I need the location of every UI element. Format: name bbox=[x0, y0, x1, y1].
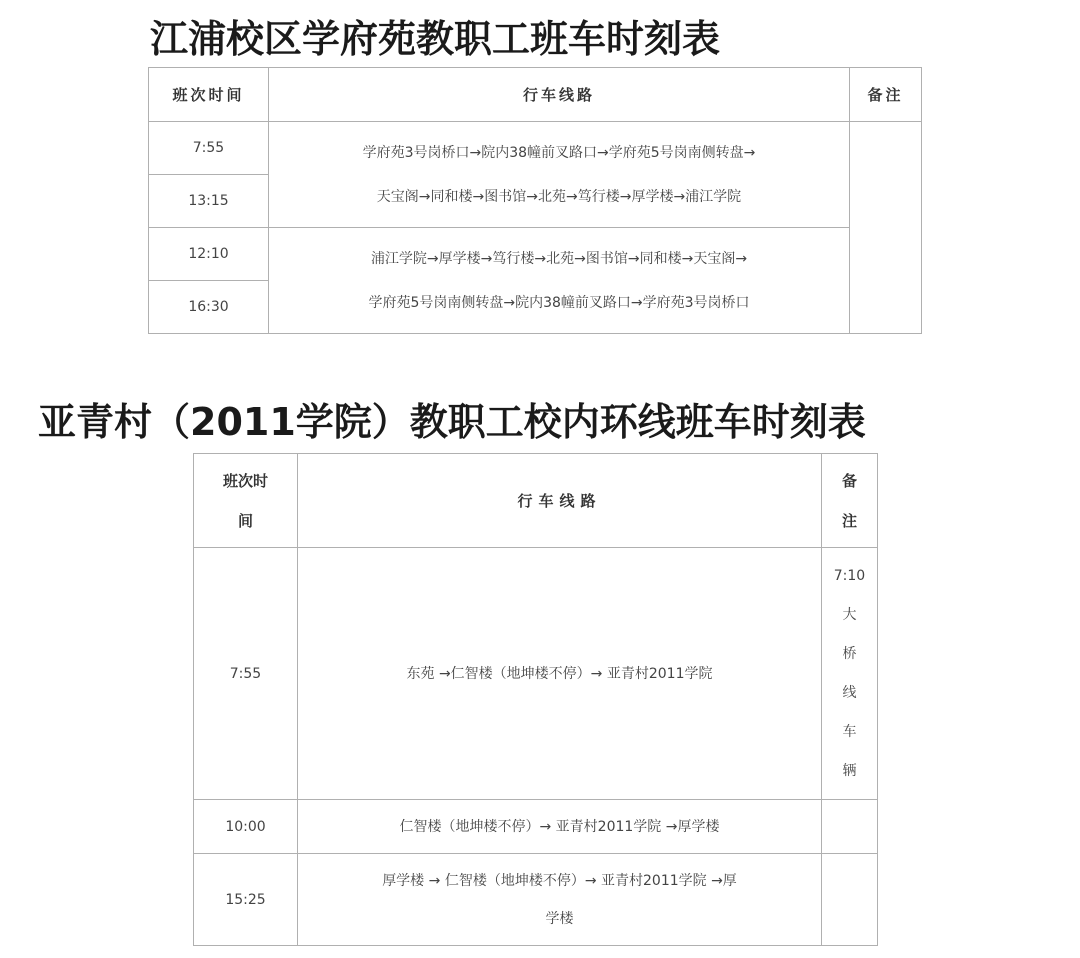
jiangpu-schedule-table bbox=[148, 67, 922, 334]
route-cell bbox=[298, 854, 822, 946]
route-line: 学府苑5号岗南侧转盘→院内38幢前叉路口→学府苑3号岗桥口 bbox=[368, 294, 750, 311]
note-cell bbox=[850, 122, 922, 334]
header-route: 行车线路 bbox=[298, 454, 822, 548]
header-route: 行车线路 bbox=[269, 68, 850, 122]
note-char: 辆 bbox=[842, 762, 857, 779]
departure-time: 12:10 bbox=[149, 228, 269, 281]
header-time-line: 班次时 bbox=[222, 471, 268, 490]
note-char: 大 bbox=[842, 606, 857, 623]
table-header-row bbox=[149, 68, 922, 122]
header-note-line: 备 bbox=[841, 471, 857, 490]
header-note-line: 注 bbox=[841, 511, 857, 530]
route-line: 学楼 bbox=[545, 910, 574, 927]
note-char: 7:10 bbox=[833, 567, 866, 584]
departure-time: 13:15 bbox=[149, 175, 269, 228]
table-row bbox=[194, 854, 878, 946]
route-line: 厚学楼 → 仁智楼（地坤楼不停）→ 亚青村2011学院 →厚 bbox=[382, 872, 737, 889]
departure-time: 10:00 bbox=[194, 800, 298, 854]
route-line: 学府苑3号岗桥口→院内38幢前叉路口→学府苑5号岗南侧转盘→ bbox=[362, 144, 756, 161]
table-header-row bbox=[194, 454, 878, 548]
route-cell bbox=[269, 122, 850, 228]
note-char: 车 bbox=[842, 723, 857, 740]
schedule-title-yaqingcun: 亚青村（2011学院）教职工校内环线班车时刻表 bbox=[38, 400, 866, 444]
table-row bbox=[149, 228, 922, 281]
table-row bbox=[149, 122, 922, 175]
note-cell bbox=[822, 854, 878, 946]
yaqingcun-schedule-table bbox=[193, 453, 878, 946]
route-line: 天宝阁→同和楼→图书馆→北苑→笃行楼→厚学楼→浦江学院 bbox=[376, 188, 742, 205]
table-row bbox=[194, 548, 878, 800]
departure-time: 7:55 bbox=[149, 122, 269, 175]
note-cell bbox=[822, 548, 878, 800]
header-note: 备注 bbox=[850, 68, 922, 122]
header-note bbox=[822, 454, 878, 548]
note-char: 线 bbox=[842, 684, 857, 701]
note-char: 桥 bbox=[842, 645, 857, 662]
route-cell: 东苑 →仁智楼（地坤楼不停）→ 亚青村2011学院 bbox=[298, 548, 822, 800]
departure-time: 15:25 bbox=[194, 854, 298, 946]
header-time-line: 间 bbox=[237, 511, 253, 530]
note-cell bbox=[822, 800, 878, 854]
departure-time: 16:30 bbox=[149, 281, 269, 334]
header-time bbox=[194, 454, 298, 548]
departure-time: 7:55 bbox=[194, 548, 298, 800]
header-time: 班次时间 bbox=[149, 68, 269, 122]
schedule-title-jiangpu: 江浦校区学府苑教职工班车时刻表 bbox=[150, 17, 721, 61]
table-row bbox=[194, 800, 878, 854]
route-cell: 仁智楼（地坤楼不停）→ 亚青村2011学院 →厚学楼 bbox=[298, 800, 822, 854]
route-line: 浦江学院→厚学楼→笃行楼→北苑→图书馆→同和楼→天宝阁→ bbox=[370, 250, 748, 267]
route-cell bbox=[269, 228, 850, 334]
